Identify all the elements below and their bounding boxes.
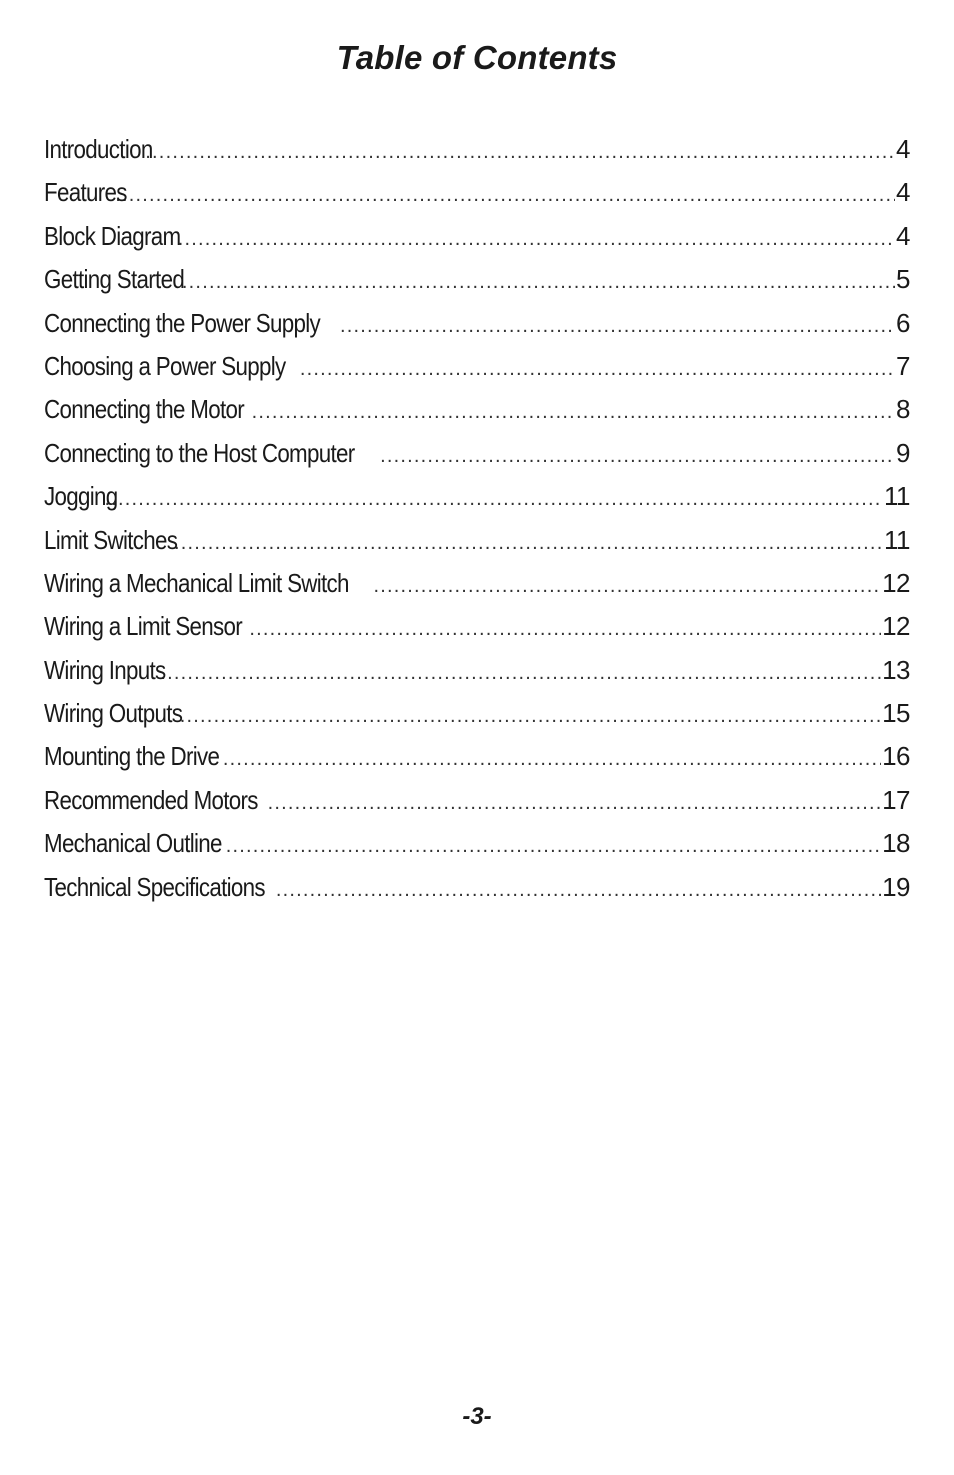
dot-leader [174,522,883,565]
toc-entry [44,866,910,909]
toc-entry-page: 4 [896,220,910,251]
toc-entry [44,649,910,692]
toc-entry [44,258,910,301]
toc-entry-page: 18 [882,828,910,859]
toc-entry-title: Limit Switches [44,524,178,555]
toc-entry-page: 13 [882,654,910,685]
dot-leader [115,174,895,217]
toc-entry [44,128,910,171]
toc-entry-title: Wiring a Mechanical Limit Switch [44,567,349,598]
toc-entry-page: 11 [884,481,910,512]
toc-entry [44,519,910,562]
toc-entry-title: Wiring Outputs [44,698,183,729]
dot-leader [180,695,881,738]
dot-leader [300,348,895,391]
dot-leader [373,565,881,608]
toc-entry-page: 12 [882,611,910,642]
toc-entry-page: 15 [882,698,910,729]
toc-entry-title: Connecting the Motor [44,394,245,425]
toc-entry-page: 4 [896,134,910,164]
toc-entry [44,302,910,345]
toc-entry-title: Connecting to the Host Computer [44,437,355,468]
dot-leader [249,608,881,651]
toc-entry [44,388,910,431]
toc-entry-title: Introduction [44,134,153,164]
toc-entry-page: 11 [884,524,910,555]
dot-leader [340,305,895,348]
toc-entry-title: Getting Started [44,264,185,295]
toc-entry-page: 8 [896,394,910,425]
toc-entry [44,171,910,214]
dot-leader [268,782,881,825]
toc-entry [44,562,910,605]
toc-entry-page: 16 [882,741,910,772]
toc-entry-title: Connecting the Power Supply [44,307,321,338]
dot-leader [182,261,895,304]
toc-entry-title: Technical Specifications [44,871,265,902]
toc-entry [44,432,910,475]
toc-entry-title: Choosing a Power Supply [44,350,286,381]
toc-entry-page: 12 [882,567,910,598]
toc-entry-page: 9 [896,437,910,468]
toc-entry-page: 17 [882,784,910,815]
dot-leader [252,391,895,434]
toc-entry-title: Mechanical Outline [44,828,222,859]
dot-leader [380,435,895,478]
toc-entry [44,822,910,865]
toc-entry [44,692,910,735]
toc-entry [44,605,910,648]
dot-leader [145,131,895,174]
toc-entry-title: Wiring Inputs [44,654,166,685]
toc-entry-page: 6 [896,307,910,338]
toc-entry-title: Features [44,177,127,208]
toc-entry [44,779,910,822]
toc-entry [44,735,910,778]
dot-leader [276,869,881,912]
toc-entry-title: Block Diagram [44,220,181,251]
dot-leader [178,218,895,261]
page-number-footer: -3- [462,1403,492,1430]
dot-leader [160,652,881,695]
toc-list [44,128,910,909]
toc-entry [44,215,910,258]
toc-entry-page: 7 [896,350,910,381]
toc-entry-page: 5 [896,264,910,295]
dot-leader [105,478,883,521]
toc-entry-page: 19 [882,871,910,902]
page-title: Table of Contents [336,39,618,76]
toc-entry-title: Mounting the Drive [44,741,220,772]
dot-leader [223,738,881,781]
toc-entry-title: Jogging [44,481,118,512]
toc-entry-title: Wiring a Limit Sensor [44,611,243,642]
dot-leader [226,825,881,868]
toc-entry [44,475,910,518]
toc-entry-title: Recommended Motors [44,784,258,815]
toc-entry [44,345,910,388]
toc-entry-page: 4 [896,177,910,208]
